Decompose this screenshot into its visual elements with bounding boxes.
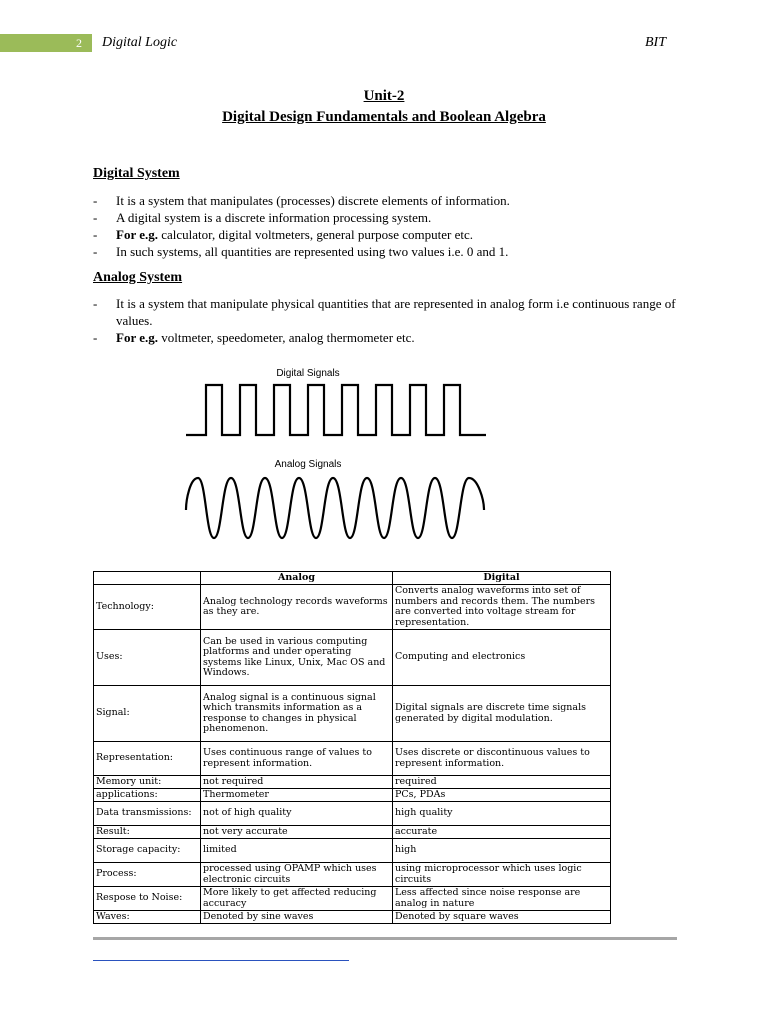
digital-cell: Converts analog waveforms into set of numbers and records them. The numbers are converted into voltage stream for representation.	[393, 585, 611, 630]
analog-cell: Analog signal is a continuous signal which transmits information as a response to changes in physical phenomenon.	[201, 686, 393, 742]
bullet-dash: -	[93, 244, 98, 259]
bullet-dash: -	[93, 210, 98, 225]
table-header-cell	[94, 572, 201, 585]
digital-signals-label: Digital Signals	[276, 368, 340, 379]
table-row	[94, 839, 611, 863]
bullet-dash: -	[93, 193, 98, 208]
analog-sine-wave	[186, 478, 484, 538]
row-label: Memory unit:	[94, 776, 201, 789]
row-label: Respose to Noise:	[94, 887, 201, 911]
list-item: - For e.g. voltmeter, speedometer, analog thermometer etc.	[93, 330, 415, 345]
row-label: Signal:	[94, 686, 201, 742]
digital-cell: Denoted by square waves	[393, 911, 611, 924]
table-header-cell: Digital	[393, 572, 611, 585]
row-label: Process:	[94, 863, 201, 887]
row-label: Data transmissions:	[94, 802, 201, 826]
digital-cell: accurate	[393, 826, 611, 839]
digital-cell: PCs, PDAs	[393, 789, 611, 802]
digital-cell: Less affected since noise response are analog in nature	[393, 887, 611, 911]
table-row	[94, 802, 611, 826]
digital-cell: required	[393, 776, 611, 789]
analog-cell: limited	[201, 839, 393, 863]
analog-cell: Analog technology records waveforms as they are.	[201, 585, 393, 630]
analog-cell: Thermometer	[201, 789, 393, 802]
table-row	[94, 789, 611, 802]
row-label: Technology:	[94, 585, 201, 630]
analog-cell: processed using OPAMP which uses electronic circuits	[201, 863, 393, 887]
header-title: Digital Logic	[102, 35, 178, 50]
bullet-dash: -	[93, 227, 98, 242]
digital-system-list	[93, 192, 683, 260]
list-item: - A digital system is a discrete information processing system.	[93, 210, 432, 225]
analog-cell: not of high quality	[201, 802, 393, 826]
table-row	[94, 863, 611, 887]
footer-divider	[93, 937, 677, 940]
header-right-label: BIT	[645, 35, 666, 50]
analog-signals-label: Analog Signals	[274, 459, 342, 470]
table-row	[94, 776, 611, 789]
unit-title: Unit-2	[363, 88, 405, 104]
footnote-divider	[93, 960, 349, 961]
table-row	[94, 585, 611, 630]
analog-system-heading: Analog System	[93, 270, 183, 285]
analog-system-list	[93, 295, 683, 346]
row-label: Result:	[94, 826, 201, 839]
table-row	[94, 630, 611, 686]
analog-vs-digital-table	[93, 571, 611, 924]
digital-cell: Digital signals are discrete time signals generated by digital modulation.	[393, 686, 611, 742]
analog-cell: not very accurate	[201, 826, 393, 839]
list-item: - For e.g. calculator, digital voltmeters, general purpose computer etc.	[93, 227, 473, 242]
row-label: Uses:	[94, 630, 201, 686]
digital-cell: Computing and electronics	[393, 630, 611, 686]
analog-cell: Denoted by sine waves	[201, 911, 393, 924]
row-label: applications:	[94, 789, 201, 802]
row-label: Storage capacity:	[94, 839, 201, 863]
list-item: - It is a system that manipulate physical quantities that are represented in analog form i.e continuous range of values.	[93, 296, 676, 328]
digital-cell: high quality	[393, 802, 611, 826]
row-label: Waves:	[94, 911, 201, 924]
digital-cell: using microprocessor which uses logic circuits	[393, 863, 611, 887]
digital-cell: Uses discrete or discontinuous values to represent information.	[393, 742, 611, 776]
table-row	[94, 911, 611, 924]
page-header	[0, 34, 768, 52]
list-item: - In such systems, all quantities are represented using two values i.e. 0 and 1.	[93, 244, 509, 259]
analog-cell: Can be used in various computing platforms and under operating systems like Linux, Unix, Mac OS and Windows.	[201, 630, 393, 686]
table-header-row	[94, 572, 611, 585]
row-label: Representation:	[94, 742, 201, 776]
unit-subtitle: Digital Design Fundamentals and Boolean Algebra	[222, 109, 546, 125]
table-row	[94, 887, 611, 911]
digital-square-wave	[186, 385, 486, 435]
digital-system-heading: Digital System	[93, 166, 180, 181]
analog-cell: not required	[201, 776, 393, 789]
bullet-dash: -	[93, 330, 98, 345]
digital-cell: high	[393, 839, 611, 863]
table-row	[94, 826, 611, 839]
analog-cell: Uses continuous range of values to represent information.	[201, 742, 393, 776]
table-row	[94, 686, 611, 742]
table-row	[94, 742, 611, 776]
page-number: 2	[0, 34, 92, 52]
table-header-cell: Analog	[201, 572, 393, 585]
bullet-dash: -	[93, 296, 98, 311]
analog-cell: More likely to get affected reducing accuracy	[201, 887, 393, 911]
list-item: - It is a system that manipulates (processes) discrete elements of information.	[93, 193, 510, 208]
signal-waveform-figure	[180, 360, 490, 550]
